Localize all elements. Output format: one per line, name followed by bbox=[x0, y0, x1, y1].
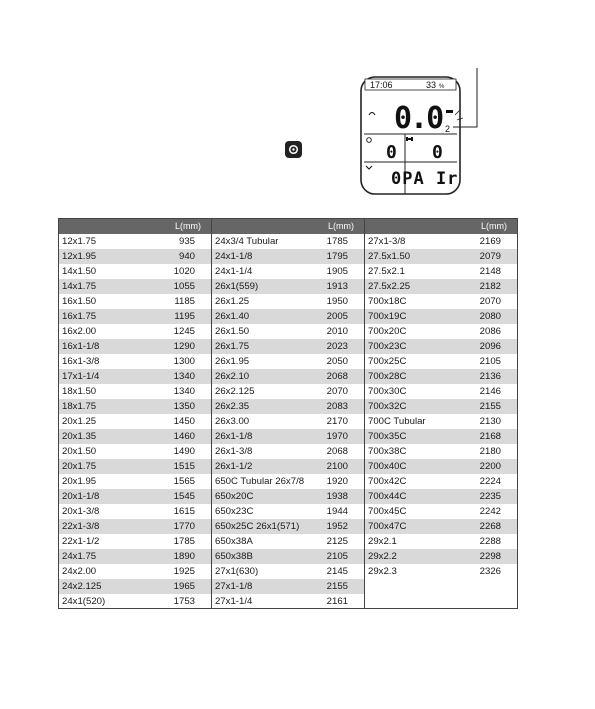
length-cell: 2148 bbox=[479, 266, 501, 277]
tire-size-cell: 22x1-3/8 bbox=[62, 521, 100, 532]
tire-size-cell: 650x38A bbox=[215, 536, 253, 547]
table-row bbox=[365, 234, 517, 249]
length-cell: 1952 bbox=[326, 521, 348, 532]
tire-size-cell: 650x25C 26x1(571) bbox=[215, 521, 300, 532]
table-row bbox=[212, 324, 364, 339]
length-cell: 2288 bbox=[479, 536, 501, 547]
length-cell: 2086 bbox=[479, 326, 501, 337]
length-cell: 1195 bbox=[174, 311, 195, 322]
tire-size-cell: 20x1.75 bbox=[62, 461, 97, 472]
tire-size-cell: 24x1-1/8 bbox=[215, 251, 253, 262]
table-row bbox=[365, 474, 517, 489]
table-row bbox=[365, 444, 517, 459]
length-cell: 1785 bbox=[173, 536, 195, 547]
tire-size-cell: 24x1(520) bbox=[62, 596, 106, 607]
status-readout: 0PA Ir bbox=[391, 169, 459, 189]
length-cell: 2242 bbox=[479, 506, 501, 517]
tire-size-cell: 700x42C bbox=[368, 476, 407, 487]
length-cell: 2161 bbox=[326, 596, 348, 607]
table-row bbox=[365, 249, 517, 264]
tire-size-cell: 20x1-3/8 bbox=[62, 506, 100, 517]
length-cell: 1565 bbox=[173, 476, 195, 487]
length-cell: 1615 bbox=[173, 506, 195, 517]
table-row bbox=[59, 429, 211, 444]
tire-size-cell: 12x1.95 bbox=[62, 251, 97, 262]
length-cell: 2155 bbox=[479, 401, 501, 412]
tire-size-cell: 700x47C bbox=[368, 521, 407, 532]
table-column bbox=[59, 219, 212, 608]
table-row bbox=[365, 264, 517, 279]
length-cell: 2180 bbox=[479, 446, 501, 457]
column-header: L(mm) bbox=[59, 219, 211, 234]
length-cell: 2096 bbox=[479, 341, 501, 352]
tire-size-cell: 29x2.1 bbox=[368, 536, 397, 547]
tire-size-cell: 700x32C bbox=[368, 401, 407, 412]
length-cell: 2182 bbox=[479, 281, 501, 292]
tire-size-cell: 29x2.2 bbox=[368, 551, 397, 562]
tire-size-cell: 700x30C bbox=[368, 386, 407, 397]
tire-size-cell: 27x1-3/8 bbox=[368, 236, 406, 247]
length-cell: 1965 bbox=[173, 581, 195, 592]
length-cell: 1290 bbox=[173, 341, 195, 352]
length-cell: 2235 bbox=[479, 491, 501, 502]
table-row bbox=[365, 504, 517, 519]
table-row bbox=[212, 459, 364, 474]
tire-size-cell: 22x1-1/2 bbox=[62, 536, 100, 547]
tire-size-cell: 700x40C bbox=[368, 461, 407, 472]
table-row bbox=[212, 249, 364, 264]
column-header: L(mm) bbox=[212, 219, 364, 234]
tire-size-cell: 700x23C bbox=[368, 341, 407, 352]
table-row bbox=[212, 444, 364, 459]
table-row bbox=[212, 234, 364, 249]
table-row bbox=[212, 534, 364, 549]
table-column bbox=[365, 219, 517, 608]
tire-size-cell: 700x28C bbox=[368, 371, 407, 382]
length-cell: 1785 bbox=[326, 236, 348, 247]
length-cell: 1970 bbox=[326, 431, 348, 442]
table-row bbox=[365, 564, 517, 579]
length-cell: 2005 bbox=[326, 311, 348, 322]
length-cell: 1350 bbox=[173, 401, 195, 412]
tire-size-cell: 650x23C bbox=[215, 506, 254, 517]
length-cell: 1545 bbox=[173, 491, 195, 502]
tire-size-cell: 20x1.25 bbox=[62, 416, 97, 427]
tire-size-cell: 700x44C bbox=[368, 491, 407, 502]
tire-size-cell: 24x3/4 Tubular bbox=[215, 236, 279, 247]
table-row bbox=[365, 489, 517, 504]
table-row bbox=[212, 564, 364, 579]
table-row bbox=[59, 474, 211, 489]
tire-size-cell: 700x38C bbox=[368, 446, 407, 457]
tire-size-cell: 650C Tubular 26x7/8 bbox=[215, 476, 305, 487]
tire-size-cell: 26x1(559) bbox=[215, 281, 259, 292]
table-row bbox=[365, 519, 517, 534]
tire-size-cell: 12x1.75 bbox=[62, 236, 97, 247]
length-cell: 2105 bbox=[479, 356, 501, 367]
tire-size-cell: 20x1-1/8 bbox=[62, 491, 100, 502]
table-row bbox=[365, 399, 517, 414]
tire-size-cell: 700C Tubular bbox=[368, 416, 426, 427]
table-row bbox=[365, 339, 517, 354]
length-cell: 1925 bbox=[173, 566, 195, 577]
tire-size-cell: 24x1.75 bbox=[62, 551, 97, 562]
table-row bbox=[365, 459, 517, 474]
tire-size-cell: 700x35C bbox=[368, 431, 407, 442]
table-row bbox=[59, 354, 211, 369]
table-row bbox=[59, 279, 211, 294]
tire-size-cell: 16x1.50 bbox=[62, 296, 97, 307]
tire-size-cell: 26x1.25 bbox=[215, 296, 250, 307]
table-row bbox=[365, 294, 517, 309]
tire-size-cell: 26x2.10 bbox=[215, 371, 250, 382]
table-row bbox=[365, 309, 517, 324]
counter-right-readout: 0 bbox=[432, 142, 443, 163]
tire-size-cell: 27x1-1/4 bbox=[215, 596, 253, 607]
length-cell: 1450 bbox=[173, 416, 195, 427]
tire-size-cell: 26x1-1/2 bbox=[215, 461, 253, 472]
length-cell: 2068 bbox=[326, 371, 348, 382]
bike-computer-display bbox=[360, 76, 461, 195]
length-cell: 2079 bbox=[479, 251, 501, 262]
tire-size-cell: 26x2.125 bbox=[215, 386, 255, 397]
tire-size-cell: 26x1.40 bbox=[215, 311, 250, 322]
table-row bbox=[365, 279, 517, 294]
table-row bbox=[59, 414, 211, 429]
length-cell: 2146 bbox=[479, 386, 501, 397]
table-row bbox=[212, 519, 364, 534]
table-row bbox=[212, 384, 364, 399]
tire-size-cell: 18x1.50 bbox=[62, 386, 97, 397]
length-cell: 2130 bbox=[479, 416, 501, 427]
table-row bbox=[365, 354, 517, 369]
table-row bbox=[212, 474, 364, 489]
table-row bbox=[59, 489, 211, 504]
length-cell: 2100 bbox=[326, 461, 348, 472]
length-cell: 2010 bbox=[326, 326, 348, 337]
length-cell: 1300 bbox=[173, 356, 195, 367]
tire-size-cell: 14x1.75 bbox=[62, 281, 97, 292]
length-cell: 1913 bbox=[326, 281, 348, 292]
length-cell: 2070 bbox=[326, 386, 348, 397]
length-cell: 2169 bbox=[479, 236, 501, 247]
table-row bbox=[212, 264, 364, 279]
tire-size-cell: 16x1.75 bbox=[62, 311, 97, 322]
table-row bbox=[59, 264, 211, 279]
length-cell: 1920 bbox=[326, 476, 348, 487]
length-cell: 1795 bbox=[326, 251, 348, 262]
tire-size-cell: 26x1-3/8 bbox=[215, 446, 253, 457]
tire-size-cell: 700x20C bbox=[368, 326, 407, 337]
length-cell: 1515 bbox=[173, 461, 195, 472]
tire-size-cell: 27.5x2.25 bbox=[368, 281, 411, 292]
table-row bbox=[365, 549, 517, 564]
tire-size-cell: 24x2.00 bbox=[62, 566, 97, 577]
length-cell: 1770 bbox=[173, 521, 195, 532]
length-cell: 1950 bbox=[326, 296, 348, 307]
tire-size-cell: 26x2.35 bbox=[215, 401, 250, 412]
tire-size-cell: 16x1-3/8 bbox=[62, 356, 100, 367]
table-row bbox=[365, 414, 517, 429]
length-cell: 2050 bbox=[326, 356, 348, 367]
length-cell: 1753 bbox=[173, 596, 195, 607]
length-cell: 1020 bbox=[173, 266, 195, 277]
length-cell: 2168 bbox=[479, 431, 501, 442]
table-row bbox=[59, 579, 211, 594]
table-row bbox=[59, 534, 211, 549]
table-row bbox=[212, 594, 364, 609]
tire-size-cell: 20x1.35 bbox=[62, 431, 97, 442]
table-row bbox=[212, 429, 364, 444]
length-cell: 1938 bbox=[326, 491, 348, 502]
table-row bbox=[59, 399, 211, 414]
table-row bbox=[212, 399, 364, 414]
length-cell: 2268 bbox=[479, 521, 501, 532]
table-row bbox=[59, 369, 211, 384]
tire-size-cell: 24x1-1/4 bbox=[215, 266, 253, 277]
length-cell: 2105 bbox=[326, 551, 348, 562]
tire-size-cell: 650x20C bbox=[215, 491, 254, 502]
length-cell: 1490 bbox=[173, 446, 195, 457]
length-cell: 2083 bbox=[326, 401, 348, 412]
table-row bbox=[212, 354, 364, 369]
tire-size-cell: 29x2.3 bbox=[368, 566, 397, 577]
table-row bbox=[59, 519, 211, 534]
length-cell: 2136 bbox=[479, 371, 501, 382]
tire-size-cell: 27.5x2.1 bbox=[368, 266, 405, 277]
length-cell: 1055 bbox=[173, 281, 195, 292]
table-row bbox=[59, 594, 211, 609]
tire-size-cell: 650x38B bbox=[215, 551, 253, 562]
table-row bbox=[59, 309, 211, 324]
tire-size-cell: 27x1(630) bbox=[215, 566, 259, 577]
tire-size-cell: 18x1.75 bbox=[62, 401, 97, 412]
tire-size-cell: 700x45C bbox=[368, 506, 407, 517]
table-row bbox=[365, 384, 517, 399]
tire-size-cell: 700x25C bbox=[368, 356, 407, 367]
tire-size-cell: 20x1.50 bbox=[62, 446, 97, 457]
length-cell: 2170 bbox=[326, 416, 348, 427]
length-cell: 2070 bbox=[479, 296, 501, 307]
length-cell: 1890 bbox=[173, 551, 195, 562]
menu-button-icon bbox=[285, 141, 302, 158]
table-row bbox=[59, 564, 211, 579]
length-cell: 2068 bbox=[326, 446, 348, 457]
length-cell: 1944 bbox=[326, 506, 348, 517]
table-row bbox=[59, 504, 211, 519]
table-row bbox=[212, 294, 364, 309]
table-row bbox=[59, 294, 211, 309]
tire-size-cell: 26x1-1/8 bbox=[215, 431, 253, 442]
battery-readout: 33 bbox=[426, 80, 437, 90]
table-row bbox=[365, 429, 517, 444]
tire-size-cell: 24x2.125 bbox=[62, 581, 102, 592]
length-cell: 2125 bbox=[326, 536, 348, 547]
table-row bbox=[59, 444, 211, 459]
table-row bbox=[212, 279, 364, 294]
tire-size-cell: 16x1-1/8 bbox=[62, 341, 100, 352]
table-row bbox=[365, 534, 517, 549]
table-row bbox=[59, 549, 211, 564]
table-row bbox=[212, 549, 364, 564]
table-row bbox=[59, 384, 211, 399]
length-cell: 1340 bbox=[173, 371, 195, 382]
length-cell: 2200 bbox=[479, 461, 501, 472]
tire-size-cell: 26x1.75 bbox=[215, 341, 250, 352]
table-row bbox=[212, 309, 364, 324]
table-row bbox=[212, 489, 364, 504]
tire-size-cell: 16x2.00 bbox=[62, 326, 97, 337]
tire-size-cell: 17x1-1/4 bbox=[62, 371, 100, 382]
table-row bbox=[59, 324, 211, 339]
counter-left-readout: 0 bbox=[386, 142, 397, 163]
table-row bbox=[59, 339, 211, 354]
length-cell: 2224 bbox=[479, 476, 501, 487]
length-cell: 1245 bbox=[173, 326, 195, 337]
speed-readout: 0.0 bbox=[394, 101, 443, 136]
table-row bbox=[212, 369, 364, 384]
length-cell: 2145 bbox=[326, 566, 348, 577]
tire-size-cell: 26x3.00 bbox=[215, 416, 250, 427]
table-row bbox=[59, 234, 211, 249]
length-cell: 2155 bbox=[326, 581, 348, 592]
table-row bbox=[212, 414, 364, 429]
length-cell: 2326 bbox=[479, 566, 501, 577]
percent-icon: % bbox=[439, 84, 445, 90]
table-column bbox=[212, 219, 365, 608]
tire-size-table bbox=[58, 218, 518, 609]
length-cell: 2023 bbox=[326, 341, 348, 352]
length-cell: 1340 bbox=[173, 386, 195, 397]
length-cell: 935 bbox=[178, 236, 195, 247]
table-row bbox=[212, 339, 364, 354]
table-row bbox=[59, 459, 211, 474]
tire-size-cell: 27.5x1.50 bbox=[368, 251, 411, 262]
length-cell: 1905 bbox=[326, 266, 348, 277]
tire-size-cell: 14x1.50 bbox=[62, 266, 97, 277]
tire-size-cell: 700x19C bbox=[368, 311, 407, 322]
length-cell: 1185 bbox=[174, 296, 195, 307]
table-row bbox=[59, 249, 211, 264]
tire-size-cell: 20x1.95 bbox=[62, 476, 97, 487]
tire-size-cell: 26x1.50 bbox=[215, 326, 250, 337]
time-readout: 17:06 bbox=[370, 80, 393, 90]
length-cell: 2298 bbox=[479, 551, 501, 562]
length-cell: 2080 bbox=[479, 311, 501, 322]
table-row bbox=[212, 504, 364, 519]
length-cell: 1460 bbox=[173, 431, 195, 442]
tire-size-cell: 27x1-1/8 bbox=[215, 581, 253, 592]
table-row bbox=[212, 579, 364, 594]
length-cell: 940 bbox=[178, 251, 195, 262]
callout-number: 2 bbox=[445, 124, 451, 134]
table-row bbox=[365, 324, 517, 339]
column-header: L(mm) bbox=[365, 219, 517, 234]
table-row bbox=[365, 369, 517, 384]
tire-size-cell: 26x1.95 bbox=[215, 356, 250, 367]
tire-size-cell: 700x18C bbox=[368, 296, 407, 307]
